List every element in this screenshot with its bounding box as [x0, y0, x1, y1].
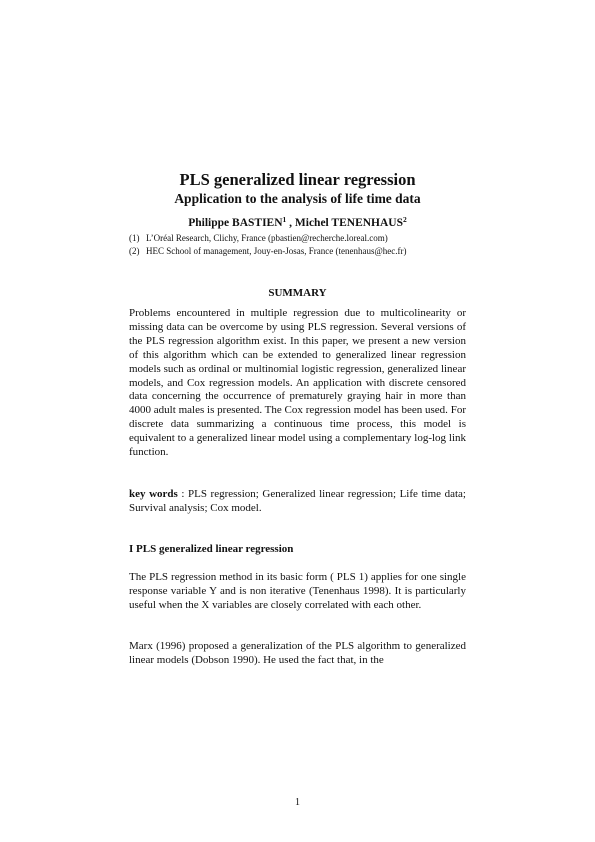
affiliation-text: HEC School of management, Jouy-en-Josas, France (tenenhaus@hec.fr) [146, 246, 407, 256]
affiliations [129, 232, 406, 258]
affiliation-number: (1) [129, 233, 140, 243]
affiliation-item [129, 245, 406, 258]
affiliation-number: (2) [129, 246, 140, 256]
summary-paragraph: Problems encountered in multiple regression due to multicolinearity or missing data can be overcome by using PLS regression. Several versions of the PLS regression algorithm exist. In this paper, we present a new version of this algorithm which can be extended to generalized linear regression models such as ordinal or multinomial logistic regression, generalized linear models, and Cox regression models. An application with discrete censored data concerning the occurrence of prematurely graying hair in more than 4000 adult males is presented. The Cox regression model has been used. For discrete data summarizing a continuous time process, this model is equivalent to a generalized linear model using a complementary log-log link function. [129, 307, 466, 459]
affiliation-text: L’Oréal Research, Clichy, France (pbastien@recherche.loreal.com) [146, 233, 388, 243]
keywords-label: key words [129, 488, 178, 500]
section-paragraph: The PLS regression method in its basic form ( PLS 1) applies for one single response variable Y and is non iterative (Tenenhaus 1998). It is particularly useful when the X variables are closely correlated with each other. [129, 571, 466, 611]
author-line [0, 216, 595, 230]
paper-subtitle: Application to the analysis of life time data [174, 191, 421, 206]
author-affil-mark: 2 [403, 215, 407, 224]
author-separator: , [286, 217, 295, 229]
affiliation-item [129, 232, 406, 245]
author-affil-mark: 1 [282, 215, 287, 224]
author-name: Philippe BASTIEN [188, 217, 283, 229]
author-name: Michel TENENHAUS [294, 217, 403, 229]
keywords-text: : PLS regression; Generalized linear regression; Life time data; Survival analysis; Cox model. [129, 488, 466, 514]
keywords-paragraph [129, 488, 466, 516]
summary-heading: SUMMARY [268, 287, 327, 299]
section-paragraph: Marx (1996) proposed a generalization of the PLS algorithm to generalized linear models (Dobson 1990). He used the fact that, in the [129, 640, 466, 666]
section-heading: I PLS generalized linear regression [129, 543, 294, 555]
paper-title: PLS generalized linear regression [179, 170, 416, 189]
page-number: 1 [295, 797, 300, 808]
